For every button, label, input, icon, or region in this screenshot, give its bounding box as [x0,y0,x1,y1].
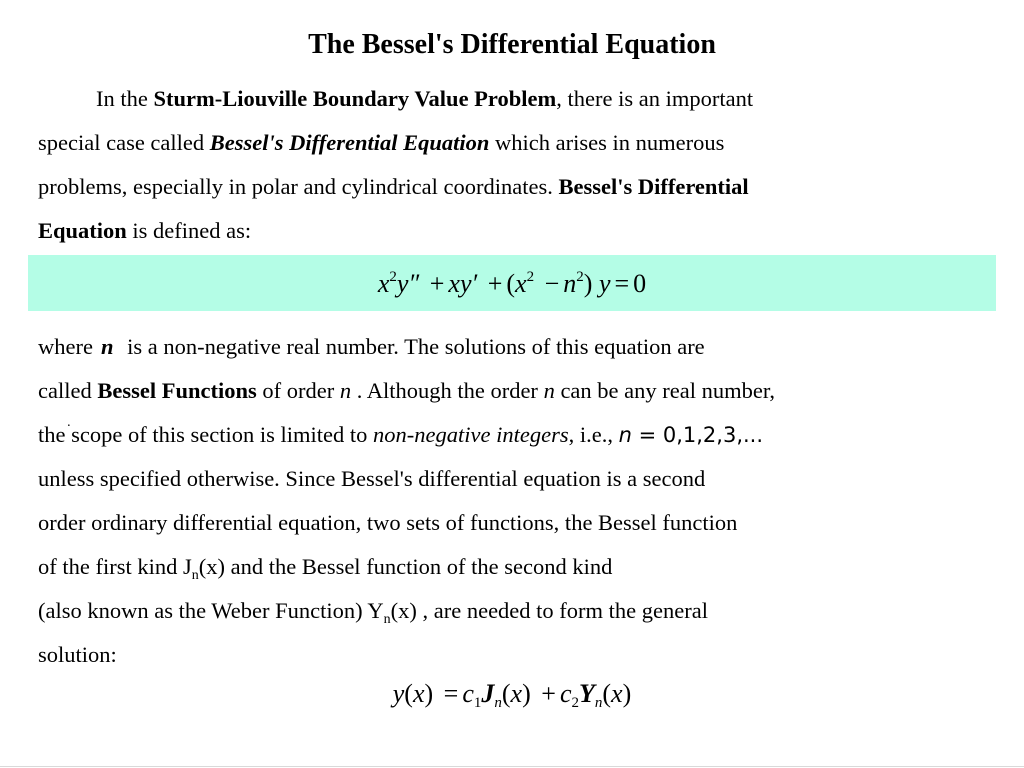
body-line-6 [38,545,998,589]
body-line-7 [38,589,998,633]
body-line-8 [38,633,998,677]
body-line-1 [38,325,998,369]
body-paragraph [38,325,998,677]
eq-var: x [515,269,527,298]
body-line-5 [38,501,998,545]
sturm-liouville-term: Sturm-Liouville Boundary Value Problem [153,86,557,111]
page-title: The Bessel's Differential Equation [308,29,716,60]
eq-paren: ) [424,679,434,708]
eq-var: x [412,679,425,708]
text: (x) and the Bessel function of the second kind [198,554,613,579]
seq-eq: = [631,423,663,447]
intro-paragraph [38,77,998,253]
eq-op: = [614,269,630,298]
eq-number: 0 [633,269,647,298]
intro-line-1 [38,77,998,121]
text: scope of this section is limited to [71,422,374,447]
equation-term-bold: Equation [38,218,127,243]
eq-var: x [377,269,390,298]
text: , there is an important [556,86,754,111]
body-line-3 [38,413,998,457]
stray-dot: · [66,419,72,434]
eq-paren: ( [506,269,516,298]
bessel-functions-term: Bessel Functions [97,378,257,403]
eq-subscript: n [594,695,603,711]
text: is a non-negative real number. The solutions of this equation are [121,334,705,359]
eq-subscript: 1 [473,695,482,711]
bottom-divider [0,766,1024,767]
eq-subscript: 2 [571,695,579,711]
subscript: n [383,612,391,627]
bessel-equation-term-bold: Bessel's Differential [558,174,749,199]
eq-paren: ( [501,679,511,708]
eq-var: y [392,679,405,708]
text: the [38,422,66,447]
body-line-2 [38,369,998,413]
eq-op: = [443,679,459,708]
seq-values: 0,1,2,3,... [662,423,764,447]
body-line-4 [38,457,998,501]
eq-var: xy′ [448,269,478,298]
eq-var: y″ [396,269,420,298]
text: can be any real number, [554,378,776,403]
intro-line-3 [38,165,998,209]
eq-paren: ) [583,269,593,298]
eq-var: J [481,679,495,708]
text: In the [96,86,154,111]
text: (also known as the Weber Function) Y [38,598,384,623]
eq-exponent: 2 [576,269,584,285]
text: special case called [38,130,210,155]
text: . Although the order [351,378,544,403]
text: which arises in numerous [489,130,725,155]
integer-sequence [619,423,763,447]
eq-paren: ( [404,679,413,708]
text: where [38,334,93,359]
order-symbol: n [543,378,555,403]
eq-var: c [462,679,474,708]
text: of the first kind J [38,554,192,579]
text: , i.e., [568,422,619,447]
eq-paren: ) [522,679,531,708]
n-symbol: n [100,334,114,359]
eq-var: Y [578,679,595,708]
eq-op: + [429,269,445,298]
eq-exponent: 2 [526,269,535,285]
text: (x) , are needed to form the general [390,598,708,623]
text: unless specified otherwise. Since Bessel's differential equation is a second [38,466,706,491]
eq-op: − [544,269,560,298]
eq-var: n [563,269,577,298]
eq-paren: ( [602,679,612,708]
eq-op: + [487,269,503,298]
eq-exponent: 2 [389,269,397,285]
general-solution-equation [0,676,1024,712]
eq-var: c [559,679,572,708]
text: solution: [38,642,117,667]
bessel-equation [28,267,996,301]
text: order ordinary differential equation, two sets of functions, the Bessel function [38,510,738,535]
seq-var: n [618,423,632,447]
bessel-equation-term: Bessel's Differential Equation [209,130,490,155]
subscript: n [191,568,199,583]
eq-op: + [541,679,556,708]
equation-highlight-box [28,255,996,311]
text: of order [256,378,340,403]
eq-var: y [598,269,611,298]
eq-subscript: n [494,695,502,711]
text: problems, especially in polar and cylindrical coordinates. [38,174,559,199]
intro-line-2 [38,121,998,165]
eq-paren: ) [622,679,632,708]
eq-var: x [611,679,623,708]
order-symbol: n [339,378,352,403]
eq-var: x [510,679,523,708]
text: is defined as: [126,218,252,243]
text: called [38,378,98,403]
non-negative-integers-term: non-negative integers [373,422,569,447]
intro-line-4 [38,209,998,253]
